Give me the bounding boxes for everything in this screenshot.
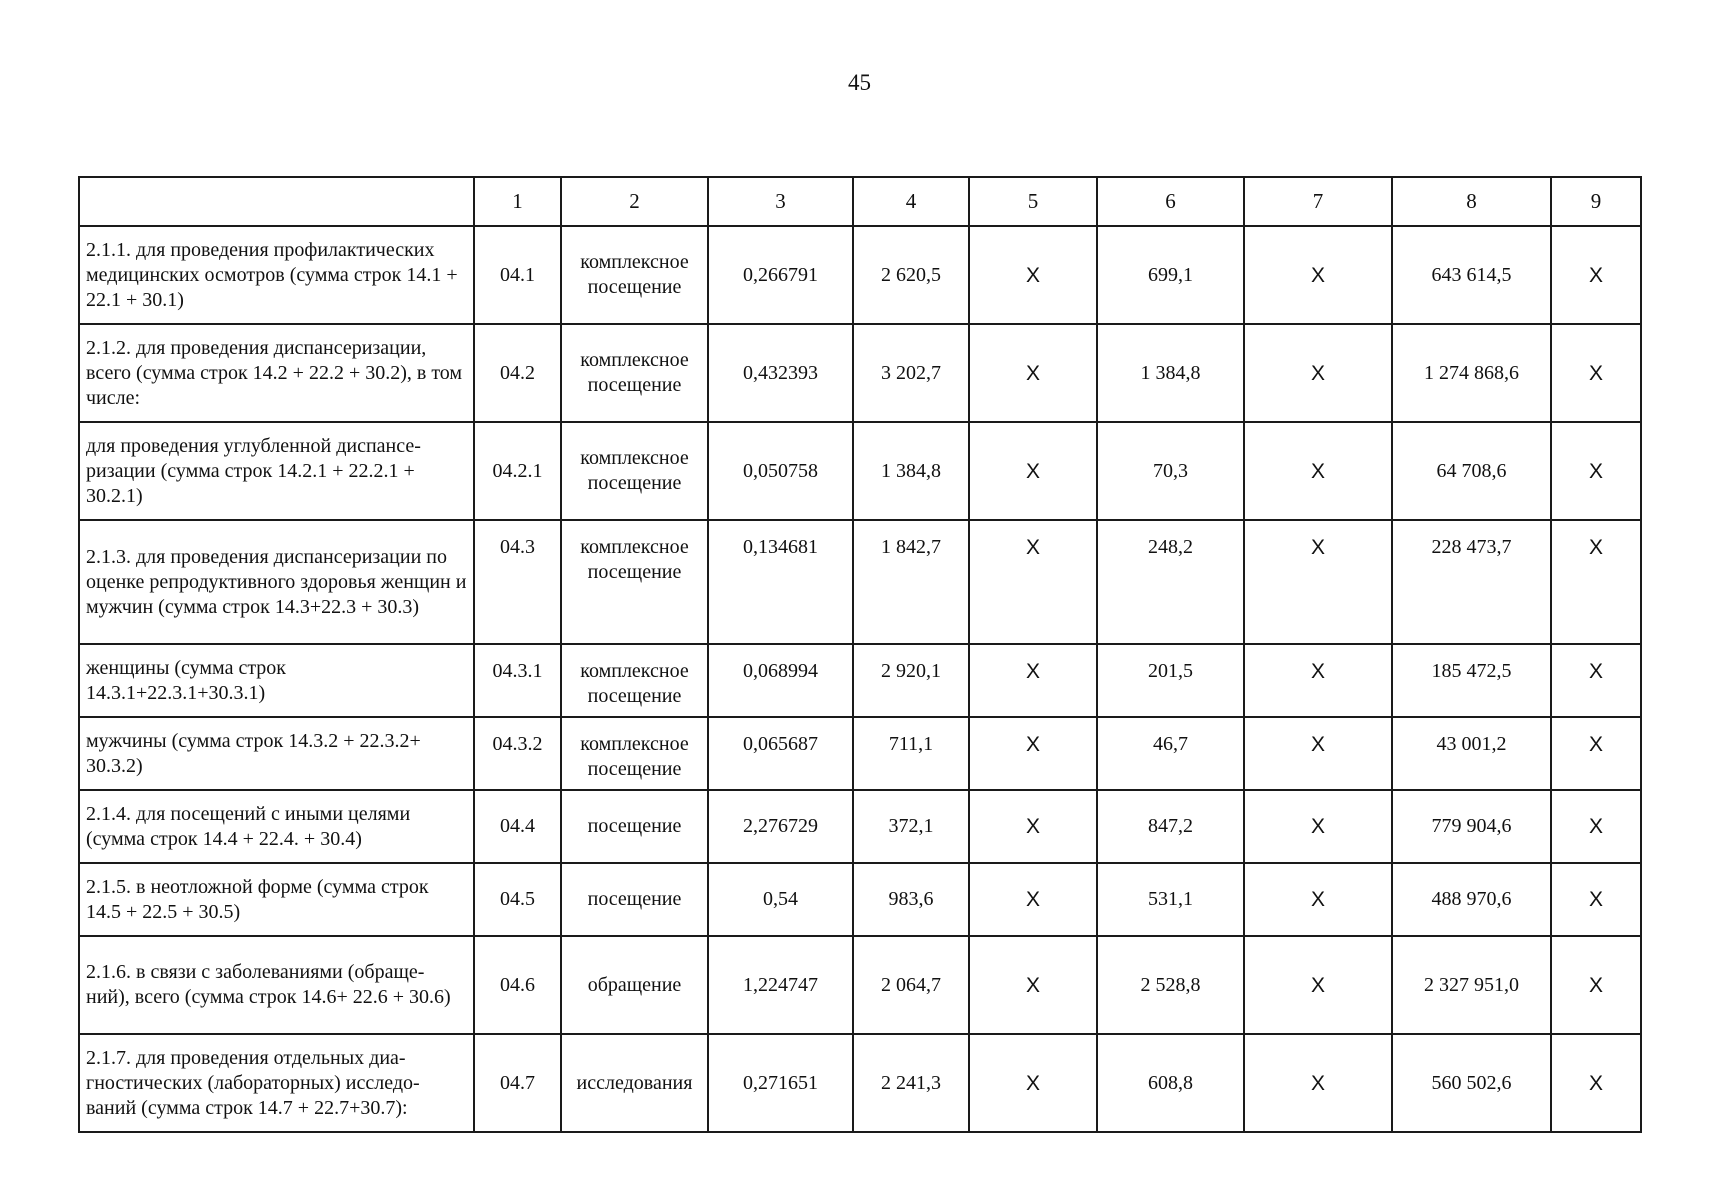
- header-row: [79, 177, 1641, 226]
- row-mark-5: X: [969, 422, 1097, 520]
- row-value-3: 0,54: [708, 863, 853, 936]
- row-mark-7: X: [1244, 863, 1392, 936]
- row-value-8: 643 614,5: [1392, 226, 1551, 324]
- row-value-3: 0,432393: [708, 324, 853, 422]
- row-code: 04.3: [474, 520, 561, 644]
- table-row: [79, 644, 1641, 717]
- row-mark-5: X: [969, 324, 1097, 422]
- row-value-4: 2 920,1: [853, 644, 969, 717]
- row-value-8: 228 473,7: [1392, 520, 1551, 644]
- row-value-6: 70,3: [1097, 422, 1244, 520]
- row-mark-7: X: [1244, 520, 1392, 644]
- row-code: 04.4: [474, 790, 561, 863]
- row-unit: посещение: [561, 790, 708, 863]
- row-mark-9: X: [1551, 422, 1641, 520]
- row-description: 2.1.5. в неотложной форме (сумма строк 14.5 + 22.5 + 30.5): [79, 863, 474, 936]
- row-mark-9: X: [1551, 717, 1641, 790]
- header-cell-0: [79, 177, 474, 226]
- row-unit: посещение: [561, 863, 708, 936]
- row-mark-5: X: [969, 1034, 1097, 1132]
- row-code: 04.2.1: [474, 422, 561, 520]
- row-mark-9: X: [1551, 1034, 1641, 1132]
- row-description: мужчины (сумма строк 14.3.2 + 22.3.2+ 30.3.2): [79, 717, 474, 790]
- row-code: 04.2: [474, 324, 561, 422]
- header-cell-3: 3: [708, 177, 853, 226]
- row-unit: комплексное посещение: [561, 520, 708, 644]
- row-value-4: 2 241,3: [853, 1034, 969, 1132]
- table-row: [79, 324, 1641, 422]
- row-value-4: 2 064,7: [853, 936, 969, 1034]
- row-value-4: 3 202,7: [853, 324, 969, 422]
- table-row: [79, 790, 1641, 863]
- row-value-3: 0,134681: [708, 520, 853, 644]
- row-value-4: 983,6: [853, 863, 969, 936]
- row-value-3: 0,068994: [708, 644, 853, 717]
- row-value-8: 64 708,6: [1392, 422, 1551, 520]
- row-value-6: 699,1: [1097, 226, 1244, 324]
- row-value-6: 847,2: [1097, 790, 1244, 863]
- row-mark-5: X: [969, 790, 1097, 863]
- row-value-6: 46,7: [1097, 717, 1244, 790]
- row-unit: комплексное посещение: [561, 324, 708, 422]
- row-mark-5: X: [969, 520, 1097, 644]
- row-value-3: 1,224747: [708, 936, 853, 1034]
- row-mark-9: X: [1551, 644, 1641, 717]
- row-mark-9: X: [1551, 324, 1641, 422]
- row-code: 04.3.1: [474, 644, 561, 717]
- header-cell-5: 5: [969, 177, 1097, 226]
- row-unit: комплексное посещение: [561, 644, 708, 717]
- row-value-8: 1 274 868,6: [1392, 324, 1551, 422]
- row-unit: исследования: [561, 1034, 708, 1132]
- row-description: 2.1.6. в связи с заболеваниями (обраще-ний), всего (сумма строк 14.6+ 22.6 + 30.6): [79, 936, 474, 1034]
- row-mark-5: X: [969, 644, 1097, 717]
- row-mark-7: X: [1244, 226, 1392, 324]
- row-description: женщины (сумма строк 14.3.1+22.3.1+30.3.1): [79, 644, 474, 717]
- row-code: 04.6: [474, 936, 561, 1034]
- table-row: [79, 717, 1641, 790]
- row-value-6: 531,1: [1097, 863, 1244, 936]
- row-unit: комплексное посещение: [561, 717, 708, 790]
- row-value-4: 372,1: [853, 790, 969, 863]
- row-mark-9: X: [1551, 790, 1641, 863]
- row-description: 2.1.4. для посещений с иными целями (сумма строк 14.4 + 22.4. + 30.4): [79, 790, 474, 863]
- row-mark-9: X: [1551, 936, 1641, 1034]
- row-value-8: 488 970,6: [1392, 863, 1551, 936]
- row-value-8: 185 472,5: [1392, 644, 1551, 717]
- data-table: [78, 176, 1642, 1133]
- row-description: 2.1.1. для проведения профилактических медицинских осмотров (сумма строк 14.1 + 22.1 + 30.1): [79, 226, 474, 324]
- row-unit: комплексное посещение: [561, 226, 708, 324]
- header-cell-2: 2: [561, 177, 708, 226]
- row-description: 2.1.2. для проведения диспансеризации, всего (сумма строк 14.2 + 22.2 + 30.2), в том числе:: [79, 324, 474, 422]
- row-value-4: 711,1: [853, 717, 969, 790]
- table-row: [79, 520, 1641, 644]
- row-value-3: 0,271651: [708, 1034, 853, 1132]
- page-number: 45: [848, 70, 871, 95]
- header-cell-7: 7: [1244, 177, 1392, 226]
- row-mark-9: X: [1551, 863, 1641, 936]
- header-cell-8: 8: [1392, 177, 1551, 226]
- row-value-4: 1 842,7: [853, 520, 969, 644]
- row-value-6: 1 384,8: [1097, 324, 1244, 422]
- row-mark-7: X: [1244, 644, 1392, 717]
- row-code: 04.7: [474, 1034, 561, 1132]
- row-mark-9: X: [1551, 520, 1641, 644]
- row-code: 04.1: [474, 226, 561, 324]
- header-cell-6: 6: [1097, 177, 1244, 226]
- row-mark-5: X: [969, 717, 1097, 790]
- row-description: 2.1.7. для проведения отдельных диа-гностических (лабораторных) исследо-ваний (сумма строк 14.7 + 22.7+30.7):: [79, 1034, 474, 1132]
- row-value-8: 2 327 951,0: [1392, 936, 1551, 1034]
- row-mark-7: X: [1244, 936, 1392, 1034]
- table-row: [79, 422, 1641, 520]
- row-code: 04.3.2: [474, 717, 561, 790]
- row-unit: обращение: [561, 936, 708, 1034]
- row-value-3: 0,065687: [708, 717, 853, 790]
- row-mark-7: X: [1244, 1034, 1392, 1132]
- row-mark-5: X: [969, 936, 1097, 1034]
- row-mark-9: X: [1551, 226, 1641, 324]
- row-value-8: 43 001,2: [1392, 717, 1551, 790]
- row-value-8: 560 502,6: [1392, 1034, 1551, 1132]
- row-mark-7: X: [1244, 324, 1392, 422]
- row-value-3: 0,050758: [708, 422, 853, 520]
- header-cell-9: 9: [1551, 177, 1641, 226]
- header-cell-1: 1: [474, 177, 561, 226]
- row-description: для проведения углубленной диспансе-ризации (сумма строк 14.2.1 + 22.2.1 + 30.2.1): [79, 422, 474, 520]
- table-row: [79, 936, 1641, 1034]
- table-row: [79, 863, 1641, 936]
- row-value-3: 0,266791: [708, 226, 853, 324]
- row-value-6: 201,5: [1097, 644, 1244, 717]
- row-value-6: 248,2: [1097, 520, 1244, 644]
- row-description: 2.1.3. для проведения диспансеризации по оценке репродуктивного здоровья женщин и мужчин (сумма строк 14.3+22.3 + 30.3): [79, 520, 474, 644]
- row-mark-7: X: [1244, 422, 1392, 520]
- row-value-3: 2,276729: [708, 790, 853, 863]
- row-value-4: 1 384,8: [853, 422, 969, 520]
- row-unit: комплексное посещение: [561, 422, 708, 520]
- row-mark-5: X: [969, 863, 1097, 936]
- table-row: [79, 226, 1641, 324]
- row-value-6: 608,8: [1097, 1034, 1244, 1132]
- row-value-8: 779 904,6: [1392, 790, 1551, 863]
- row-mark-7: X: [1244, 717, 1392, 790]
- row-mark-7: X: [1244, 790, 1392, 863]
- row-code: 04.5: [474, 863, 561, 936]
- header-cell-4: 4: [853, 177, 969, 226]
- row-value-6: 2 528,8: [1097, 936, 1244, 1034]
- table-row: [79, 1034, 1641, 1132]
- row-value-4: 2 620,5: [853, 226, 969, 324]
- row-mark-5: X: [969, 226, 1097, 324]
